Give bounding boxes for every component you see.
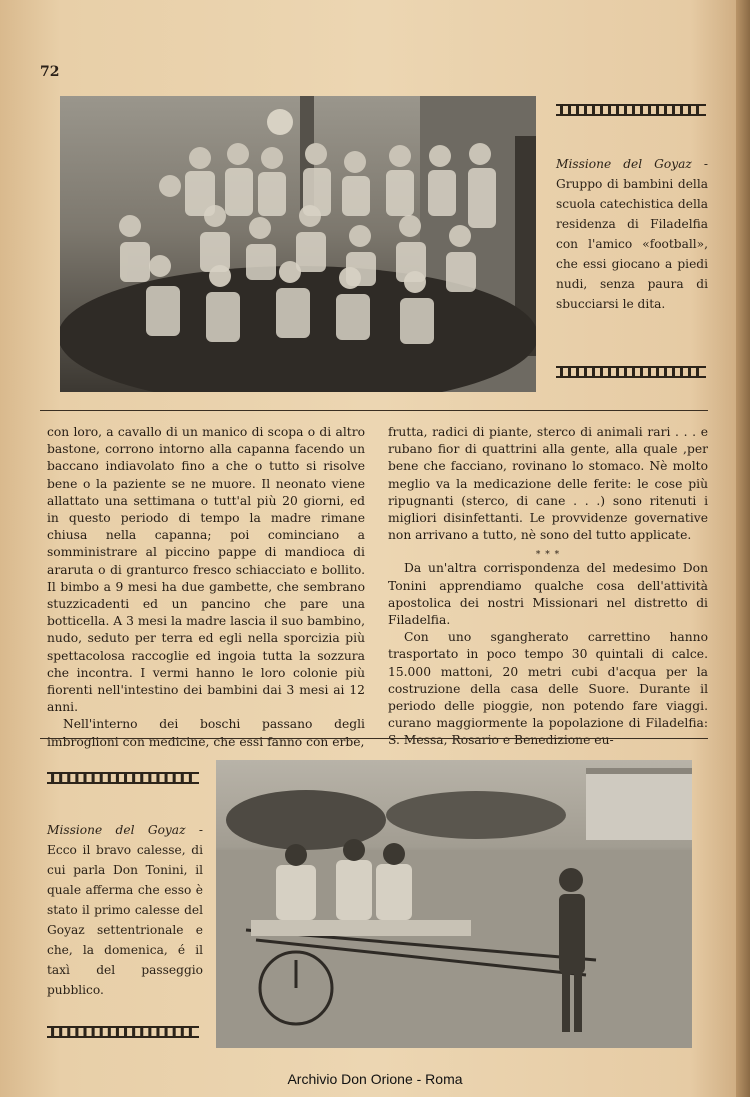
archive-footer: Archivio Don Orione - Roma (287, 1071, 463, 1087)
decorative-ornament (47, 768, 199, 788)
page-number: 72 (40, 64, 60, 80)
caption-lead: Missione del Goyaz (556, 157, 692, 171)
photo-caption-bottom (47, 820, 203, 1000)
decorative-ornament (556, 100, 706, 120)
decorative-ornament (47, 1022, 199, 1042)
article-paragraph: Da un'altra corrispondenza del medesimo Don Tonini apprendiamo qualche cosa dell'attività apostolica dei nostri Missionari nel distretto di Filadelfia. (388, 561, 708, 628)
article-paragraph: Nell'interno dei boschi passano degli imbroglioni con medicine, che essi fanno con erbe, (47, 717, 365, 749)
article-paragraph: con loro, a cavallo di un manico di scopa o di altro bastone, corrono intorno alla capanna facendo un baccano indiavolato fino a che o tutto si risolve bene o la paziente se ne muore. Il neonato viene allattato una settimana o tutt'al più 20 giorni, ed in questo periodo di tempo la madre rimane chiusa nella capanna; poi cominciano a somministrare al piccino pappe di mandioca di araruta o di granturco fresco schiacciato e bollito. Il bimbo a 9 mesi ha due gambette, che sembrano stuzzicadenti ed un pancino che pare una botticella. A 3 mesi la madre lascia il suo bambino, nudo, seduto per terra ed egli nella sporcizia più spettacolosa raccoglie ed ingoia tutta la sozzura che incontra. I vermi hanno le loro colonie più fiorenti nell'intestino dei bambini dai 3 mesi ai 12 anni. (47, 425, 365, 715)
photo-caption-top (556, 154, 708, 314)
article-column-right (388, 424, 708, 750)
page-spine-shadow (736, 0, 750, 1097)
horizontal-divider (40, 738, 708, 739)
decorative-ornament (556, 362, 706, 382)
caption-text: - Gruppo di bambini della scuola catechistica della residenza di Filadelfia con l'amico «football», che essi giocano a piedi nudi, senza paura di sbucciarsi le dita. (556, 157, 708, 311)
article-paragraph: frutta, radici di piante, sterco di animali rari . . . e rubano fior di quattrini alla gente, alla quale ,per bene che facciano, rovinano lo stomaco. Nè molto meglio va la medicazione delle ferite: le cose più ripugnanti (sterco, di cane . . .) sono ritenuti i migliori disinfettanti. Le provvidenze governative non arrivano a tutto, nè sono del tutto applicate. (388, 425, 708, 543)
horizontal-divider (40, 410, 708, 411)
section-separator: * * * (535, 550, 561, 561)
photo-cart-calesse (216, 760, 692, 1048)
article-column-left (47, 424, 365, 751)
photo-children-group (60, 96, 536, 392)
caption-text: - Ecco il bravo calesse, di cui parla Don Tonini, il quale afferma che esso è stato il primo calesse del Goyaz settentrionale e che, la domenica, é il taxì del passeggio pubblico. (47, 823, 203, 997)
caption-lead: Missione del Goyaz (47, 823, 186, 837)
article-paragraph: Con uno sgangherato carrettino hanno trasportato in poco tempo 30 quintali di calce. 15.000 mattoni, 20 metri cubi d'acqua per la costruzione della casa delle Suore. Durante il periodo delle pioggie, non potendo fare viaggi. curano maggiormente la popolazione di Filadelfia: S. Messa, Rosario e Benedizione eu- (388, 630, 708, 748)
